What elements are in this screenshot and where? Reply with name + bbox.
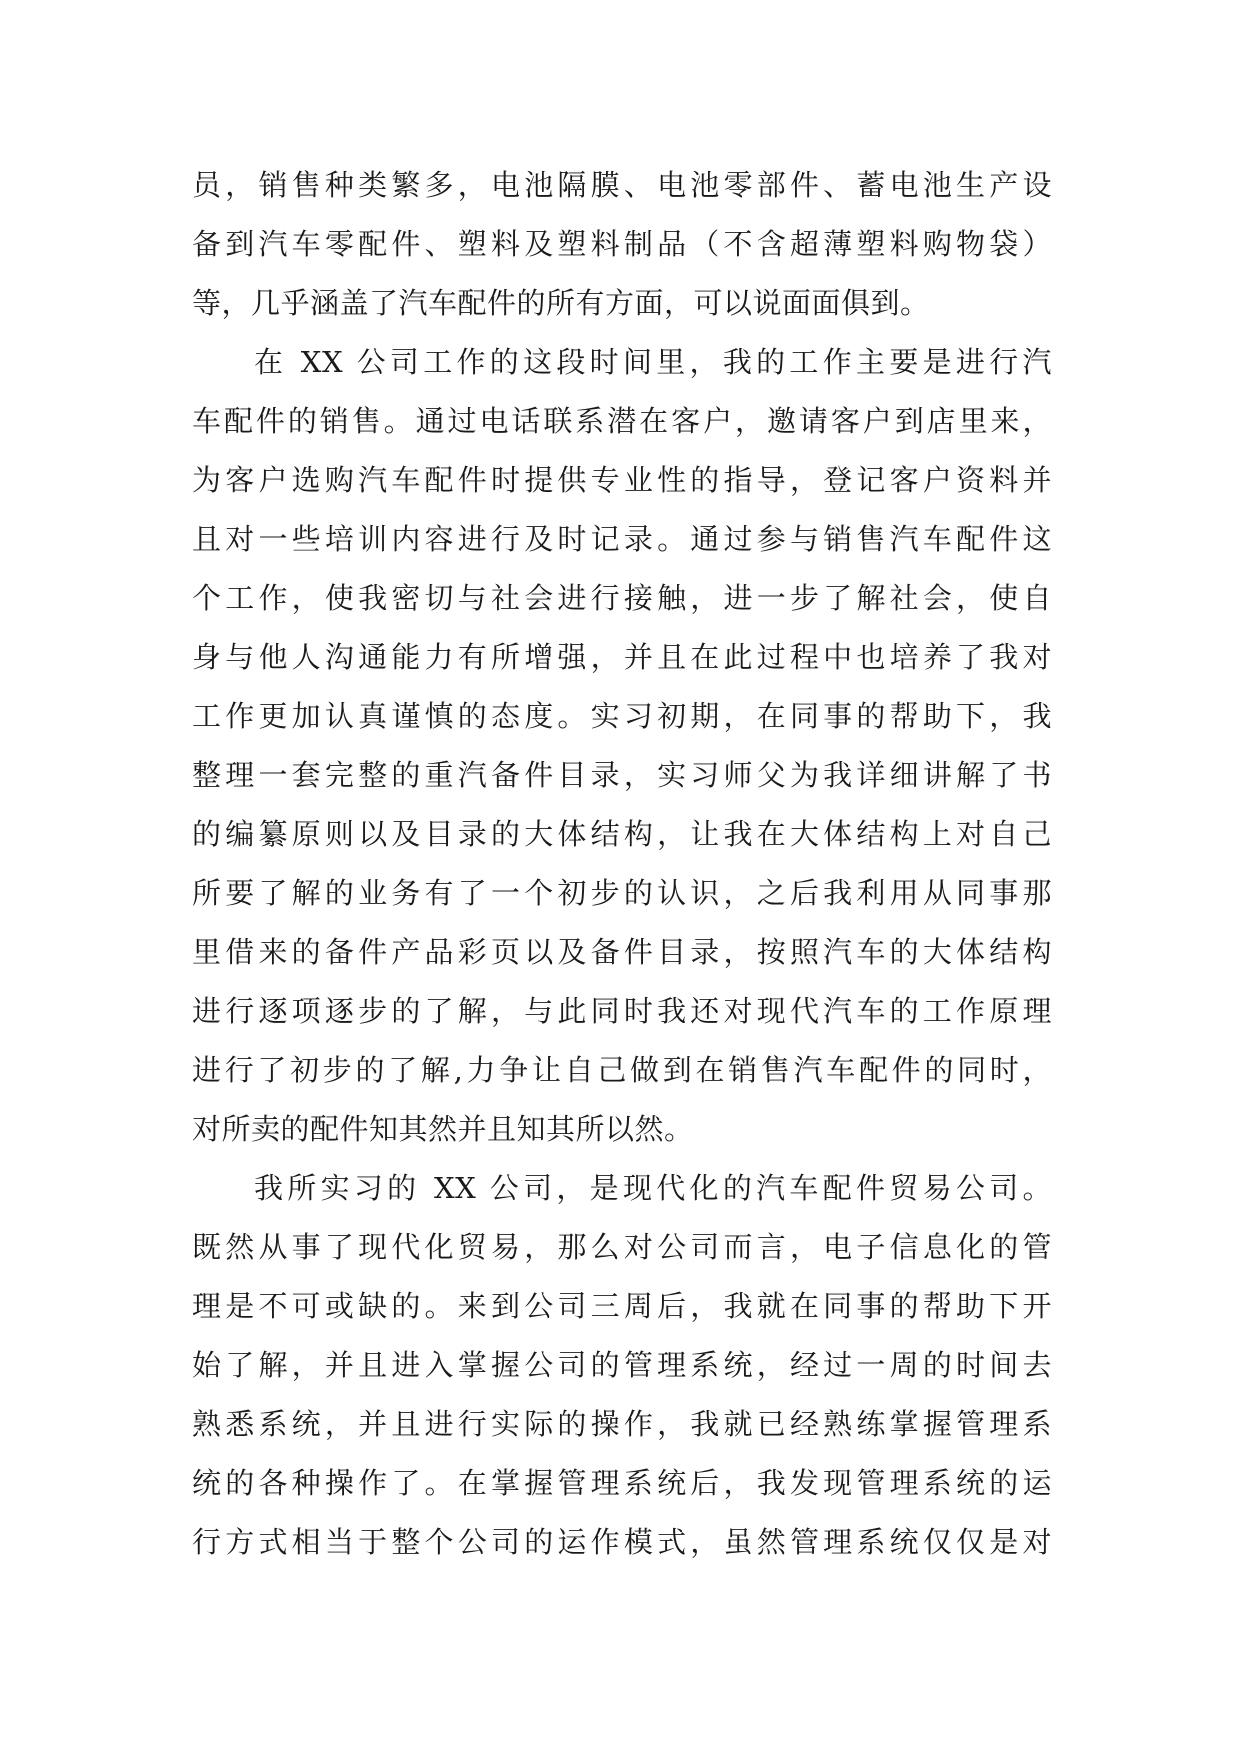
text-line: 所要了解的业务有了一个初步的认识，之后我利用从同事那 (192, 876, 1052, 910)
text-line: 进行了初步的了解,力争让自己做到在销售汽车配件的同时， (192, 1053, 1052, 1087)
text-line: 在 XX 公司工作的这段时间里，我的工作主要是进行汽 (254, 345, 1052, 379)
text-line: 员，销售种类繁多，电池隔膜、电池零部件、蓄电池生产设 (192, 168, 1052, 202)
text-line: 理是不可或缺的。来到公司三周后，我就在同事的帮助下开 (192, 1289, 1052, 1323)
text-line: 进行逐项逐步的了解，与此同时我还对现代汽车的工作原理 (192, 994, 1052, 1028)
body-text (192, 156, 1052, 1572)
text-line: 身与他人沟通能力有所增强，并且在此过程中也培养了我对 (192, 640, 1052, 674)
text-line: 统的各种操作了。在掌握管理系统后，我发现管理系统的运 (192, 1466, 1052, 1500)
text-line: 既然从事了现代化贸易，那么对公司而言，电子信息化的管 (192, 1230, 1052, 1264)
text-line: 整理一套完整的重汽备件目录，实习师父为我详细讲解了书 (192, 758, 1052, 792)
text-line: 为客户选购汽车配件时提供专业性的指导，登记客户资料并 (192, 463, 1052, 497)
text-line: 我所实习的 XX 公司，是现代化的汽车配件贸易公司。 (254, 1171, 1052, 1205)
text-line: 等，几乎涵盖了汽车配件的所有方面，可以说面面俱到。 (192, 286, 930, 320)
text-line: 个工作，使我密切与社会进行接触，进一步了解社会，使自 (192, 581, 1052, 615)
text-line: 对所卖的配件知其然并且知其所以然。 (192, 1112, 694, 1146)
text-line: 行方式相当于整个公司的运作模式，虽然管理系统仅仅是对 (192, 1525, 1052, 1559)
text-line: 熟悉系统，并且进行实际的操作，我就已经熟练掌握管理系 (192, 1407, 1052, 1441)
text-line: 里借来的备件产品彩页以及备件目录，按照汽车的大体结构 (192, 935, 1052, 969)
text-line: 的编纂原则以及目录的大体结构，让我在大体结构上对自己 (192, 817, 1052, 851)
text-line: 始了解，并且进入掌握公司的管理系统，经过一周的时间去 (192, 1348, 1052, 1382)
text-line: 备到汽车零配件、塑料及塑料制品（不含超薄塑料购物袋） (192, 227, 1052, 261)
text-line: 且对一些培训内容进行及时记录。通过参与销售汽车配件这 (192, 522, 1052, 556)
text-line: 工作更加认真谨慎的态度。实习初期，在同事的帮助下，我 (192, 699, 1052, 733)
text-line: 车配件的销售。通过电话联系潜在客户，邀请客户到店里来， (192, 404, 1052, 438)
